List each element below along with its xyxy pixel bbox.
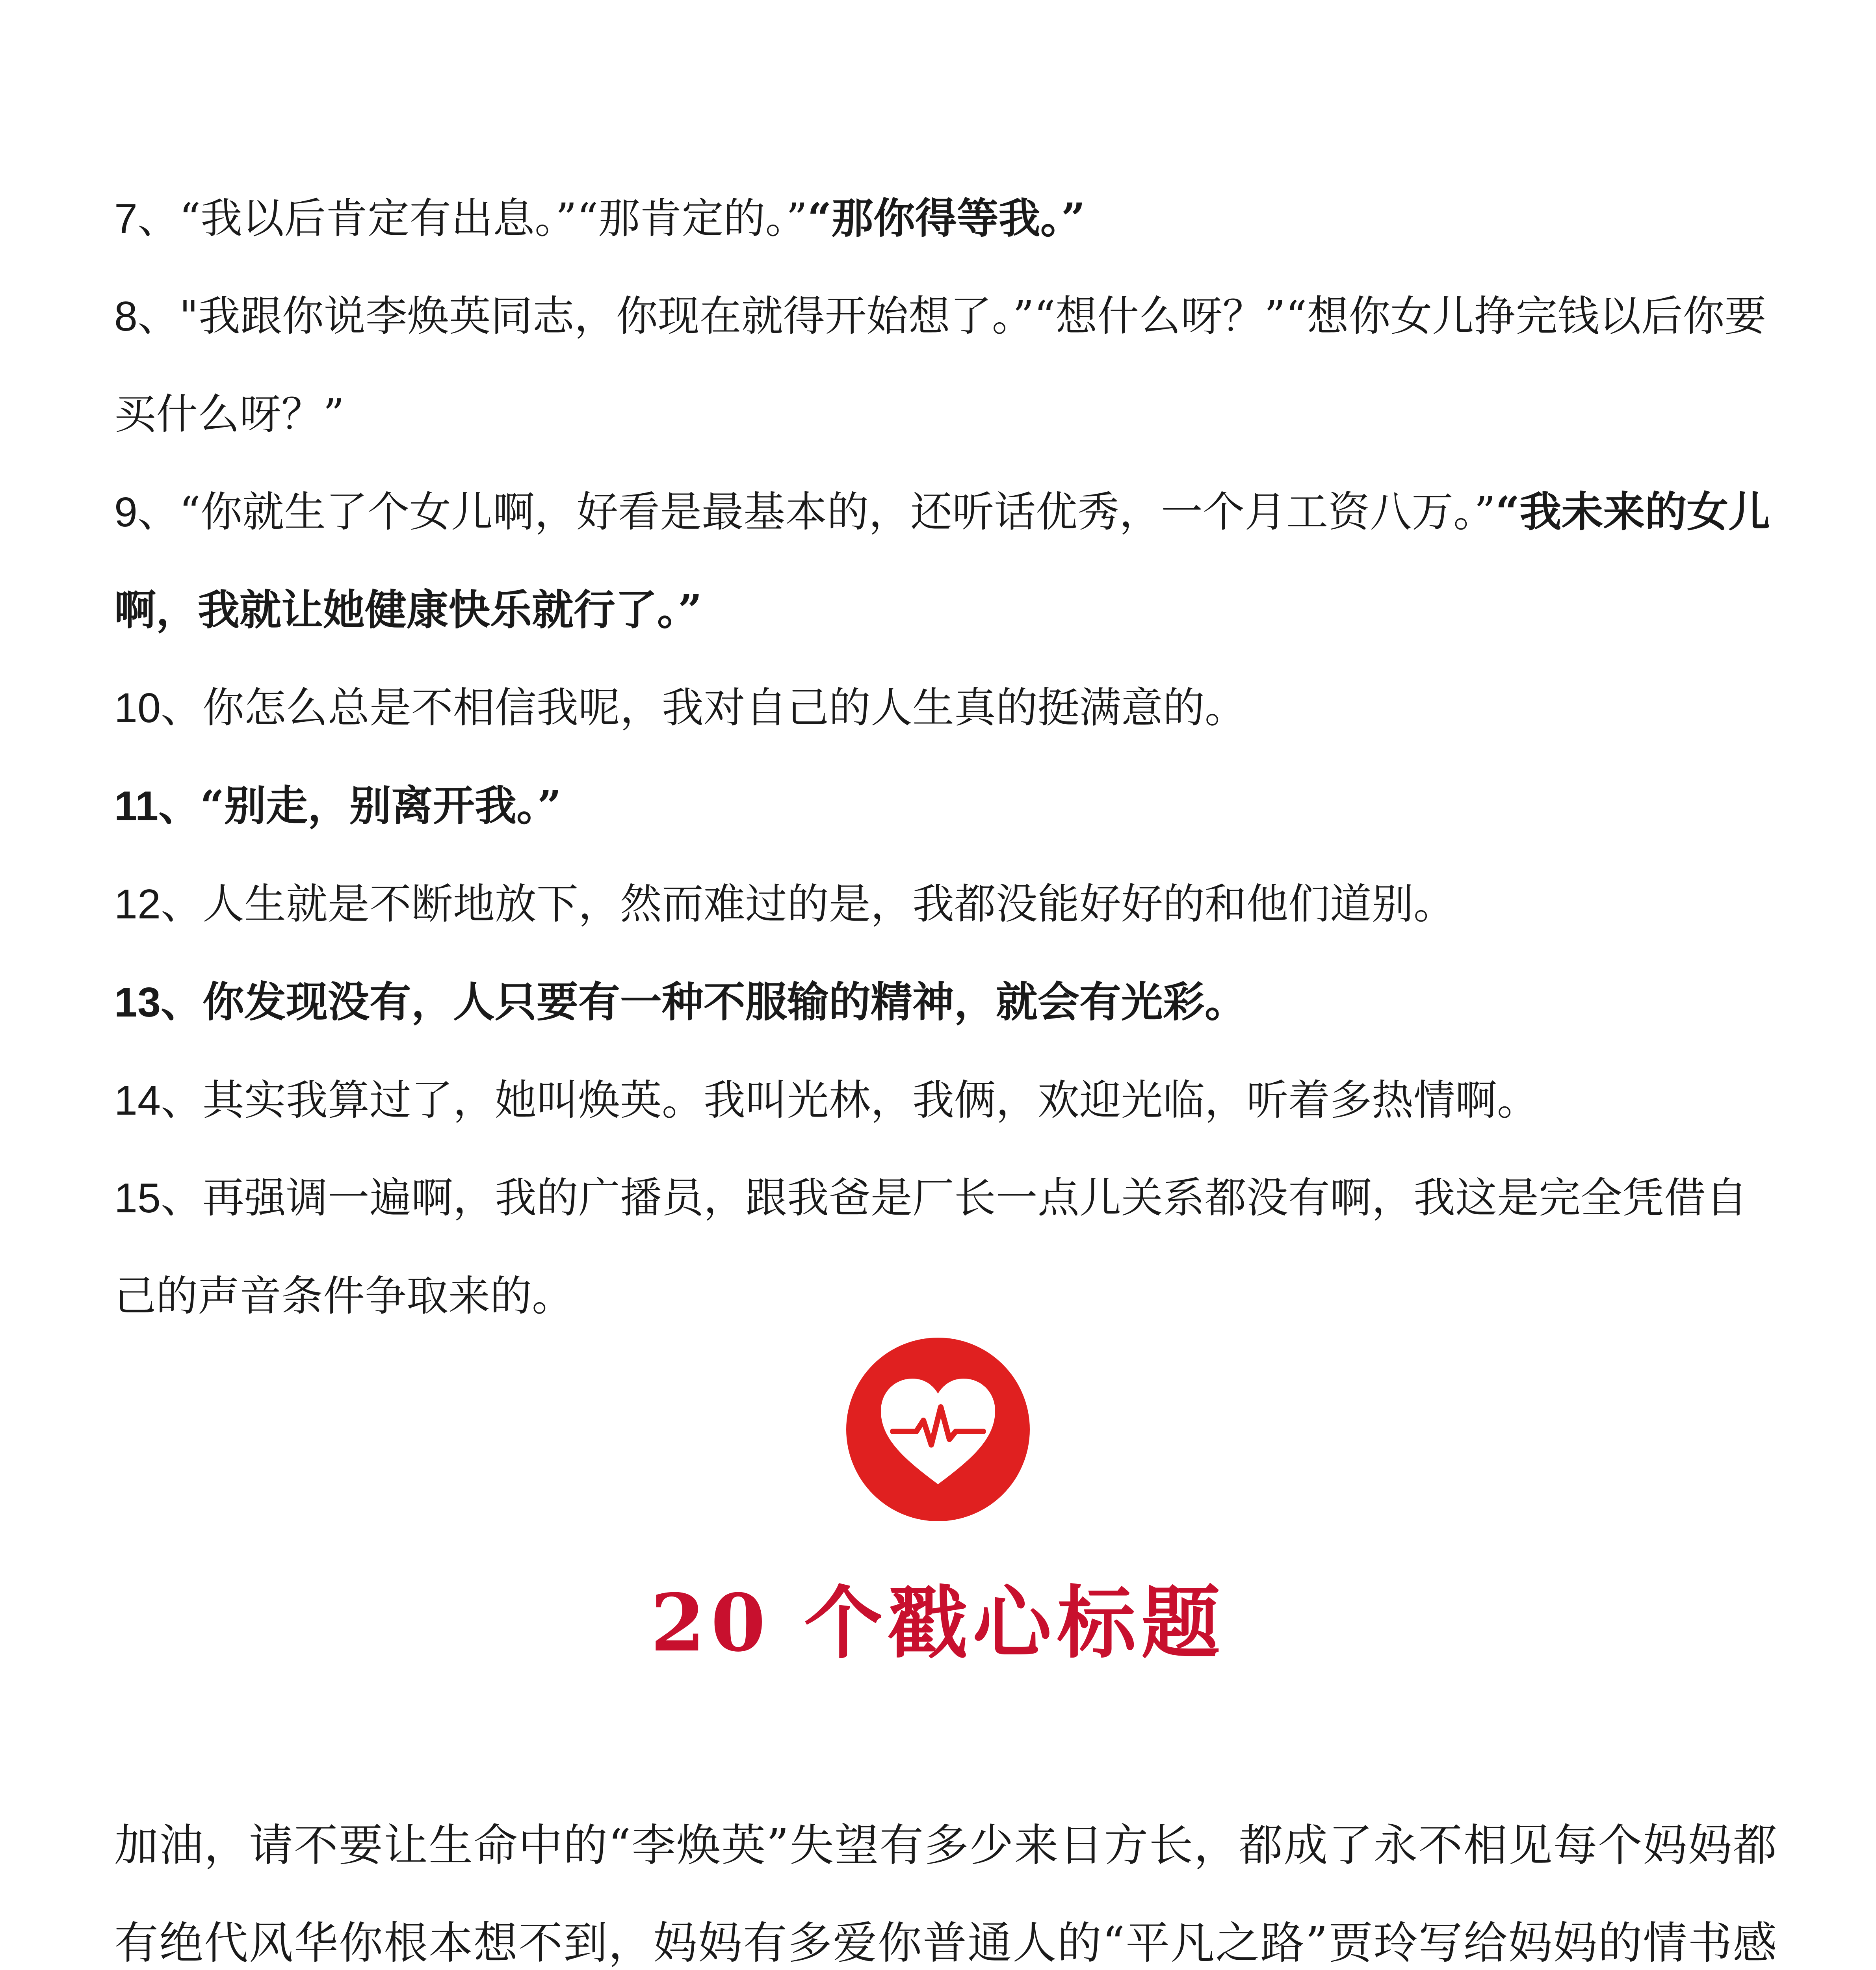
title-list-paragraph: 加油，请不要让生命中的“李焕英”失望有多少来日方长，都成了永不相见每个妈妈都有绝代风华你根本想不到，妈妈有多爱你普通人的“平凡之路”贾玲写给妈妈的情书感 [114, 1820, 1778, 1969]
quote-text: 再强调一遍啊，我的广播员，跟我爸是厂长一点儿关系都没有啊，我这是完全凭借自己的声音条件争取来的。 [114, 1174, 1748, 1320]
quote-item-8 [114, 268, 1781, 463]
quote-number: 15、 [114, 1175, 202, 1221]
quote-item-11 [114, 757, 1781, 855]
quote-text-bold: “那你得等我。” [807, 193, 1085, 243]
quote-item-15 [114, 1149, 1781, 1345]
quote-number: 11、 [114, 783, 201, 829]
quote-text: “我以后肯定有出息。”“那肯定的。” [179, 194, 808, 243]
quote-number: 7、 [114, 195, 179, 242]
quote-item-7 [114, 169, 1781, 268]
quote-item-13 [114, 953, 1781, 1051]
quote-text-bold: “我未来的女儿啊，我就让她健康快乐就行了。” [114, 487, 1770, 634]
heart-pulse-icon [846, 1338, 1030, 1521]
quote-text-bold: 你发现没有，人只要有一种不服输的精神，就会有光彩。 [202, 977, 1246, 1026]
quote-item-12 [114, 855, 1781, 953]
quote-number: 8、 [114, 293, 179, 340]
section-title: 20 个戳心标题 [650, 1577, 1226, 1669]
quote-text-bold: “别走，别离开我。” [200, 781, 562, 830]
quote-text: 你怎么总是不相信我呢，我对自己的人生真的挺满意的。 [202, 684, 1246, 732]
quote-number: 14、 [114, 1077, 202, 1124]
quote-item-9 [114, 463, 1781, 659]
quote-number: 13、 [114, 979, 202, 1026]
quote-text: 其实我算过了，她叫焕英。我叫光林，我俩，欢迎光临，听着多热情啊。 [202, 1076, 1539, 1124]
quote-list [114, 169, 1781, 1345]
quote-text: “你就生了个女儿啊，好看是最基本的，还听话优秀，一个月工资八万。” [179, 488, 1496, 536]
quote-text: "我跟你说李焕英同志，你现在就得开始想了。”“想什么呀？”“想你女儿挣完钱以后你要买什么呀？” [114, 292, 1766, 439]
quote-text: 人生就是不断地放下，然而难过的是，我都没能好好的和他们道别。 [202, 880, 1455, 928]
quote-number: 10、 [114, 685, 202, 731]
quote-item-14 [114, 1051, 1781, 1149]
quote-number: 12、 [114, 881, 202, 927]
quote-number: 9、 [114, 489, 179, 535]
quote-item-10 [114, 659, 1781, 757]
